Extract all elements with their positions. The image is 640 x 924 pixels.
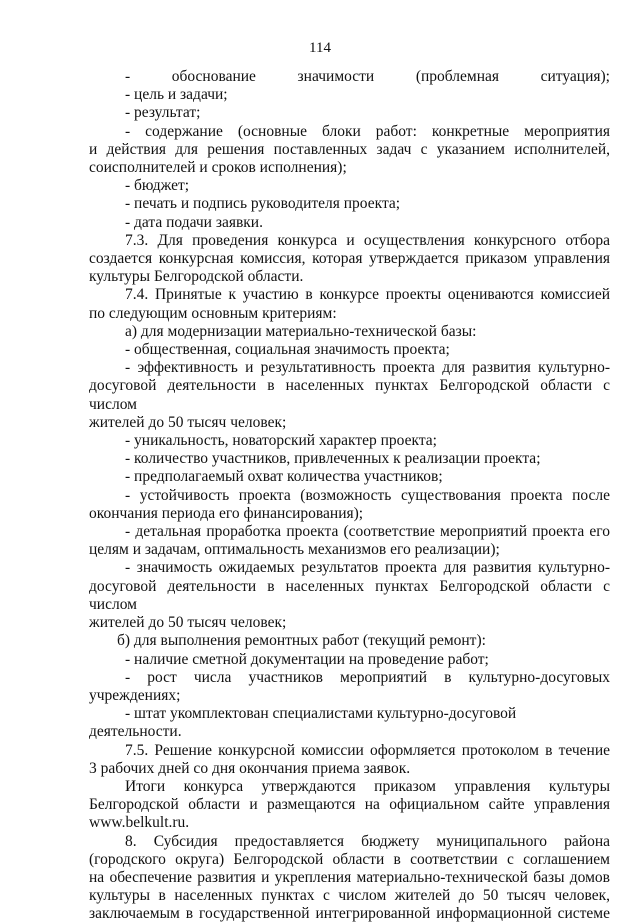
text-line: - уникальность, новаторский характер проекта; (125, 432, 437, 450)
text-line: (городского округа) Белгородской области в соответствии с соглашением (89, 850, 610, 868)
text-line: 3 рабочих дней со дня окончания приема заявок. (89, 759, 411, 777)
text-line: - бюджет; (125, 177, 190, 195)
text-line: жителей до 50 тысяч человек; (89, 413, 287, 431)
text-line: - общественная, социальная значимость проекта; (125, 341, 450, 359)
text-line: - эффективность и результативность проекта для развития культурно- (125, 359, 610, 377)
text-line: - наличие сметной документации на проведение работ; (125, 650, 489, 668)
text-line: досуговой деятельности в населенных пунктах Белгородской области с числом (89, 577, 610, 613)
text-line: - результат; (125, 104, 201, 122)
text-line: учреждениях; (89, 686, 181, 704)
text-line: окончания периода его финансирования); (89, 504, 364, 522)
page-number: 114 (309, 40, 331, 56)
text-line: - значимость ожидаемых результатов проекта для развития культурно- (125, 559, 610, 577)
text-line: www.belkult.ru. (89, 814, 190, 832)
text-line: - печать и подпись руководителя проекта; (125, 195, 401, 213)
document-body (89, 68, 610, 924)
text-line: Белгородской области и размещаются на официальном сайте управления (89, 796, 610, 814)
text-line: 7.4. Принятые к участию в конкурсе проекты оцениваются комиссией (125, 286, 610, 304)
text-line: по следующим основным критериям: (89, 304, 337, 322)
text-line: - рост числа участников мероприятий в культурно-досуговых (125, 668, 610, 686)
text-line: и действия для решения поставленных задач с указанием исполнителей, (89, 140, 610, 158)
text-line: на обеспечение развития и укрепления материально-технической базы домов (89, 868, 610, 886)
text-line: досуговой деятельности в населенных пунктах Белгородской области с числом (89, 377, 610, 413)
text-line: Итоги конкурса утверждаются приказом управления культуры (125, 777, 610, 795)
text-line: 7.5. Решение конкурсной комиссии оформляется протоколом в течение (125, 741, 610, 759)
text-line: б) для выполнения ремонтных работ (текущий ремонт): (117, 632, 486, 650)
text-line: - количество участников, привлеченных к реализации проекта; (125, 450, 541, 468)
text-line: создается конкурсная комиссия, которая утверждается приказом управления (89, 250, 610, 268)
text-line: - устойчивость проекта (возможность существования проекта после (125, 486, 610, 504)
text-line: жителей до 50 тысяч человек; (89, 614, 287, 632)
text-line: - содержание (основные блоки работ: конкретные мероприятия (125, 122, 610, 140)
text-line: 8. Субсидия предоставляется бюджету муниципального района (125, 832, 610, 850)
text-line: а) для модернизации материально-технической базы: (125, 322, 477, 340)
text-line: - детальная проработка проекта (соответствие мероприятий проекта его (125, 523, 610, 541)
text-line: - штат укомплектован специалистами культурно-досуговой деятельности. (89, 705, 517, 741)
text-line: - цель и задачи; (125, 86, 228, 104)
text-line: 7.3. Для проведения конкурса и осуществления конкурсного отбора (125, 231, 610, 249)
text-line: - обоснование значимости (проблемная ситуация); (125, 68, 610, 85)
text-line: культуры Белгородской области. (89, 268, 304, 286)
text-line: заключаемым в государственной интегрированной информационной системе (89, 905, 610, 923)
text-line: - предполагаемый охват количества участников; (125, 468, 443, 486)
text-line: целям и задачам, оптимальность механизмов его реализации); (89, 541, 500, 559)
text-line: - дата подачи заявки. (125, 213, 263, 231)
text-line: культуры в населенных пунктах с числом жителей до 50 тысяч человек, (89, 887, 610, 905)
text-line: соисполнителей и сроков исполнения); (89, 159, 347, 177)
